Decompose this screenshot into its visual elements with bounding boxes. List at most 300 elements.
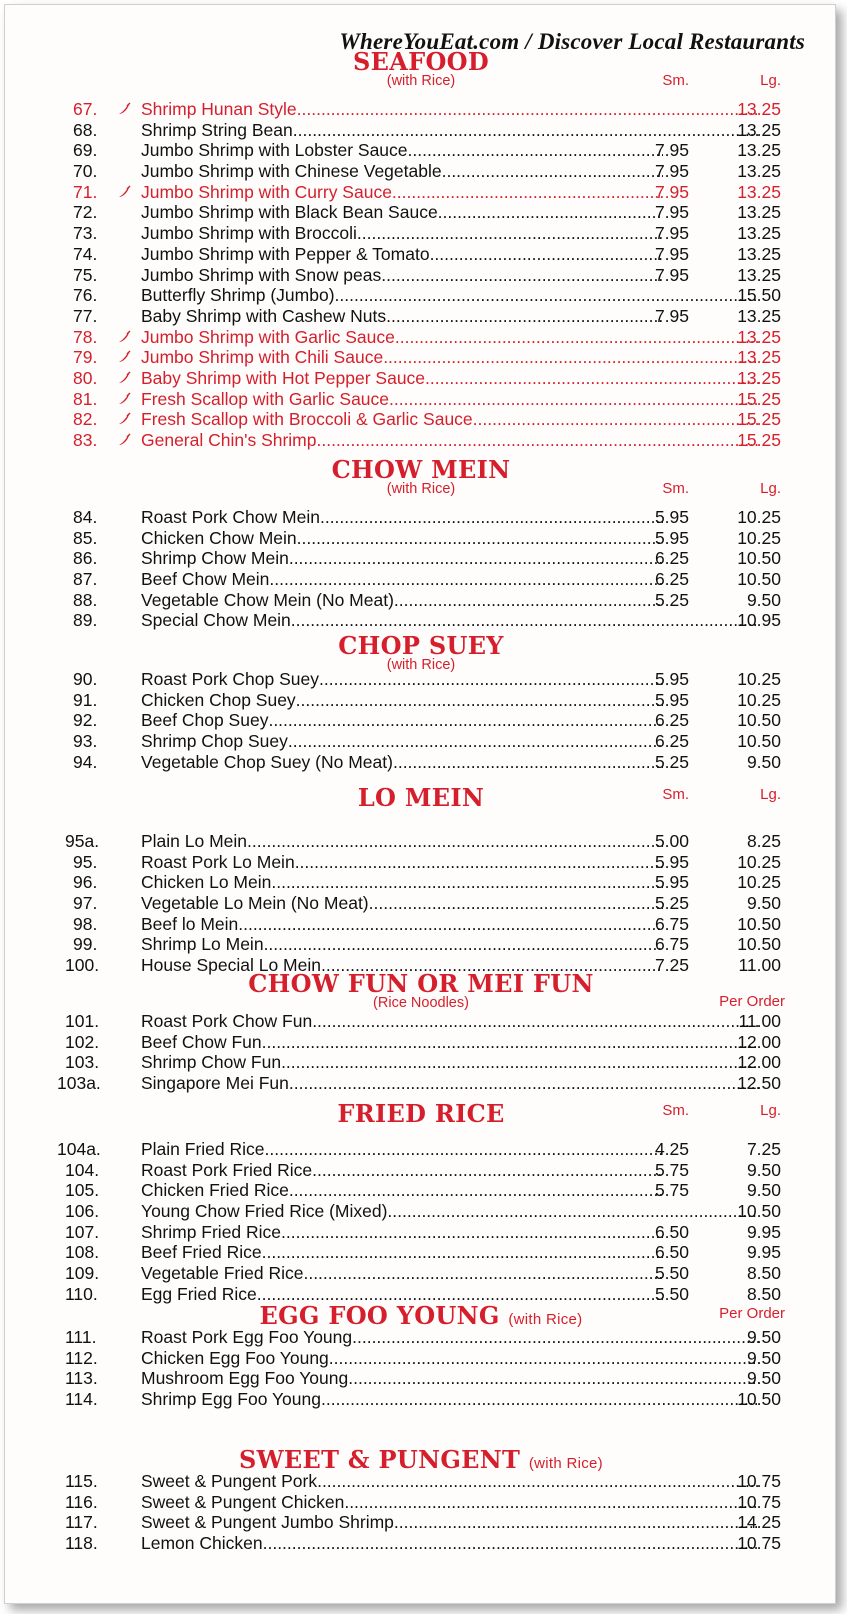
price: 9.50 (746, 1327, 781, 1347)
item-name: Jumbo Shrimp with Pepper & Tomato (141, 243, 430, 264)
menu-item (5, 99, 836, 120)
column-header-small: Sm. (662, 786, 689, 803)
item-number: 95. (73, 851, 98, 872)
menu-item (5, 831, 836, 852)
menu-item (5, 934, 836, 955)
dot-leader (271, 872, 663, 893)
item-number: 113. (65, 1368, 98, 1389)
price-small: 5.95 (654, 872, 689, 893)
price-small: 6.25 (654, 731, 689, 752)
price: 9.50 (746, 1347, 781, 1368)
section-title-text: SWEET & PUNGENT (239, 1445, 521, 1474)
item-number: 86. (73, 548, 98, 569)
item-number: 89. (73, 610, 98, 631)
menu-item (5, 285, 836, 306)
price-large: 10.50 (737, 934, 781, 955)
section-subtitle: (Rice Noodles) (373, 995, 469, 1011)
dot-leader (265, 1139, 663, 1160)
menu-item (5, 306, 836, 327)
dot-leader (381, 265, 663, 286)
item-name-leader (141, 1032, 759, 1053)
menu-item (5, 507, 836, 528)
price-large: 10.50 (737, 731, 781, 752)
item-name: Shrimp Chow Fun (141, 1052, 282, 1073)
menu-item (5, 852, 836, 873)
menu-item (5, 893, 836, 914)
item-number: 109. (65, 1263, 100, 1284)
menu-item (5, 1512, 836, 1533)
section-subtitle: (with Rice) (386, 73, 456, 89)
item-name: Jumbo Shrimp with Chinese Vegetable (141, 161, 442, 182)
item-name: Beef Fried Rice (141, 1242, 262, 1263)
item-name: Shrimp Hunan Style (141, 99, 297, 119)
section-title (5, 49, 836, 75)
dot-leader (247, 831, 663, 852)
hot-pepper-icon (117, 350, 131, 364)
menu-item (5, 1180, 836, 1201)
price-large: 10.50 (737, 913, 781, 934)
menu-item (5, 1327, 836, 1348)
item-number: 94. (73, 751, 98, 772)
price: 15.25 (737, 430, 781, 450)
item-number: 96. (73, 872, 98, 893)
item-number: 81. (73, 388, 98, 409)
item-name-leader (141, 430, 759, 451)
item-name-leader (141, 389, 759, 410)
price-small: 6.50 (654, 1242, 689, 1263)
dot-leader (293, 120, 759, 141)
item-number: 84. (73, 507, 98, 527)
item-name-leader (141, 223, 663, 244)
item-name-leader (141, 934, 663, 955)
item-name: House Special Lo Mein (141, 955, 321, 976)
price: 10.50 (737, 1389, 781, 1410)
menu-item (5, 120, 836, 141)
item-number: 77. (73, 305, 98, 326)
item-number: 117. (65, 1512, 98, 1533)
dot-leader (369, 893, 663, 914)
price-large: 11.00 (738, 955, 781, 976)
item-name: Singapore Mei Fun (141, 1073, 289, 1094)
item-name: Plain Lo Mein (141, 831, 248, 851)
item-number: 104. (65, 1159, 100, 1180)
menu-item (5, 1348, 836, 1369)
item-name: Shrimp Lo Mein (141, 934, 264, 955)
item-number: 68. (73, 119, 98, 140)
item-name: Beef Chop Suey (141, 710, 269, 731)
item-name: Fresh Scallop with Broccoli & Garlic Sauce (141, 409, 473, 430)
item-name: Shrimp String Bean (141, 119, 293, 140)
price: 12.00 (737, 1052, 781, 1073)
dot-leader (289, 1180, 663, 1201)
item-name-leader (141, 306, 663, 327)
price-small: 7.95 (654, 243, 689, 264)
item-name: Jumbo Shrimp with Snow peas (141, 264, 382, 285)
price: 10.95 (737, 610, 781, 631)
item-name-leader (141, 548, 663, 569)
item-name: Egg Fried Rice (141, 1283, 257, 1304)
dot-leader (297, 99, 759, 120)
item-number: 107. (65, 1221, 100, 1242)
column-header-small: Sm. (662, 480, 689, 497)
price: 15.25 (737, 409, 781, 430)
menu-item (5, 752, 836, 773)
item-number: 80. (73, 367, 98, 388)
menu-item (5, 1032, 836, 1053)
item-number: 93. (73, 731, 98, 752)
menu-item (5, 1222, 836, 1243)
price-small: 7.25 (654, 955, 689, 976)
item-name: General Chin's Shrimp (141, 430, 317, 450)
item-number: 75. (73, 264, 98, 285)
item-number: 79. (73, 347, 98, 368)
dot-leader (394, 1512, 759, 1533)
menu-item (5, 1201, 836, 1222)
item-name-leader (141, 1471, 759, 1492)
item-name-leader (141, 590, 663, 611)
dot-leader (312, 1011, 759, 1032)
menu-item (5, 690, 836, 711)
column-header-small: Sm. (662, 1102, 689, 1119)
item-number: 100. (65, 955, 100, 976)
item-name-leader (141, 140, 663, 161)
menu-item (5, 202, 836, 223)
item-name-leader (141, 1073, 759, 1094)
menu-item (5, 548, 836, 569)
dot-leader (383, 347, 759, 368)
item-name-leader (141, 1052, 759, 1073)
menu-item (5, 1139, 836, 1160)
dot-leader (335, 285, 759, 306)
price-small: 5.95 (654, 669, 689, 689)
dot-leader (317, 430, 760, 451)
price-large: 9.50 (746, 751, 781, 772)
menu-item (5, 1011, 836, 1032)
section-chop-suey (5, 633, 836, 772)
item-name: Chicken Fried Rice (141, 1180, 289, 1201)
item-number: 111. (65, 1327, 97, 1347)
price-large: 10.25 (737, 851, 781, 872)
menu-item (5, 1471, 836, 1492)
price: 10.50 (737, 1201, 781, 1222)
price-small: 5.25 (654, 589, 689, 610)
section-header (5, 1101, 836, 1139)
dot-leader (348, 1368, 759, 1389)
menu-item (5, 140, 836, 161)
item-name: Young Chow Fried Rice (Mixed) (141, 1201, 388, 1222)
item-name: Beef Chow Fun (141, 1031, 262, 1052)
section-chow-fun-or-mei-fun (5, 971, 836, 1094)
dot-leader (387, 1201, 759, 1222)
menu-item (5, 389, 836, 410)
item-number: 67. (73, 99, 98, 119)
section-fried-rice (5, 1101, 836, 1305)
menu-item (5, 265, 836, 286)
menu-item (5, 569, 836, 590)
dot-leader (295, 852, 663, 873)
section-sweet-pungent (5, 1447, 836, 1554)
item-name: Jumbo Shrimp with Lobster Sauce (141, 140, 408, 161)
item-number: 76. (73, 285, 98, 306)
item-name: Roast Pork Chow Fun (141, 1011, 313, 1031)
menu-item (5, 914, 836, 935)
item-name-leader (141, 914, 663, 935)
item-name: Sweet & Pungent Pork (141, 1471, 318, 1491)
price-small: 5.25 (654, 751, 689, 772)
price-small: 7.95 (654, 161, 689, 182)
section-subtitle: (with Rice) (386, 657, 456, 673)
dot-leader (312, 1160, 663, 1181)
item-name: Roast Pork Chop Suey (141, 669, 320, 689)
dot-leader (389, 389, 759, 410)
dot-leader (291, 610, 759, 631)
price-small: 5.50 (654, 1283, 689, 1304)
hot-pepper-icon (117, 102, 131, 116)
item-number: 71. (73, 181, 98, 202)
price-large: 9.50 (746, 893, 781, 914)
dot-leader (297, 528, 663, 549)
dot-leader (321, 1389, 759, 1410)
item-number: 112. (65, 1347, 98, 1368)
section-header (5, 49, 836, 99)
item-name: Butterfly Shrimp (Jumbo) (141, 285, 335, 306)
item-name-leader (141, 893, 663, 914)
item-number: 101. (65, 1011, 100, 1031)
price-large: 9.95 (746, 1242, 781, 1263)
price: 13.25 (737, 326, 781, 347)
dot-leader (268, 710, 663, 731)
price-large: 10.25 (737, 689, 781, 710)
item-name: Roast Pork Fried Rice (141, 1159, 313, 1180)
dot-leader (386, 306, 663, 327)
section-title (5, 457, 836, 483)
price-large: 10.25 (737, 669, 781, 689)
price: 13.25 (737, 99, 781, 119)
item-number: 108. (65, 1242, 100, 1263)
item-name-leader (141, 368, 759, 389)
price-large: 10.50 (737, 710, 781, 731)
dot-leader (473, 409, 759, 430)
price-small: 7.95 (654, 223, 689, 244)
item-name-leader (141, 1533, 759, 1554)
column-header-large: Lg. (760, 480, 781, 497)
price-small: 5.75 (654, 1159, 689, 1180)
section-title-text: CHOW FUN OR MEI FUN (248, 969, 594, 998)
item-name-leader (141, 1512, 759, 1533)
section-header (5, 1301, 836, 1330)
item-name-leader (141, 610, 759, 631)
item-name-leader (141, 1139, 663, 1160)
price-large: 8.25 (746, 831, 781, 851)
item-name: Roast Pork Egg Foo Young (141, 1327, 353, 1347)
item-name: Sweet & Pungent Jumbo Shrimp (141, 1512, 394, 1533)
item-name: Vegetable Fried Rice (141, 1263, 304, 1284)
price: 10.75 (737, 1471, 781, 1491)
item-name-leader (141, 1368, 759, 1389)
item-name: Beef lo Mein (141, 913, 239, 934)
item-number: 115. (65, 1471, 98, 1491)
dot-leader (357, 223, 663, 244)
item-number: 82. (73, 409, 98, 430)
menu-item (5, 368, 836, 389)
dot-leader (394, 590, 663, 611)
dot-leader (296, 690, 663, 711)
hot-pepper-icon (117, 185, 131, 199)
price: 12.00 (737, 1031, 781, 1052)
item-name-leader (141, 161, 663, 182)
dot-leader (263, 1533, 759, 1554)
price-small: 5.25 (654, 893, 689, 914)
item-name: Jumbo Shrimp with Black Bean Sauce (141, 202, 438, 223)
item-number: 73. (73, 223, 98, 244)
price-large: 13.25 (737, 161, 781, 182)
item-name-leader (141, 528, 663, 549)
item-name-leader (141, 507, 663, 528)
hot-pepper-icon (117, 371, 131, 385)
item-name: Jumbo Shrimp with Broccoli (141, 223, 357, 244)
item-name-leader (141, 347, 759, 368)
site-watermark: WhereYouEat.com / Discover Local Restaurants (339, 29, 805, 54)
section-note: (with Rice) (508, 1311, 583, 1328)
column-header-large: Lg. (760, 786, 781, 803)
price-large: 13.25 (737, 140, 781, 161)
price: 15.25 (737, 388, 781, 409)
menu-item (5, 1368, 836, 1389)
price-small: 6.75 (654, 934, 689, 955)
item-name-leader (141, 327, 759, 348)
price-large: 9.50 (746, 589, 781, 610)
menu-item (5, 1389, 836, 1410)
dot-leader (320, 507, 663, 528)
price: 15.50 (737, 285, 781, 306)
price: 13.25 (737, 347, 781, 368)
hot-pepper-icon (117, 433, 131, 447)
hot-pepper-icon (117, 412, 131, 426)
item-name-leader (141, 852, 663, 873)
price: 14.25 (737, 1512, 781, 1533)
section-title-text: CHOW MEIN (331, 455, 511, 484)
price-large: 9.50 (746, 1180, 781, 1201)
price-large: 8.50 (746, 1263, 781, 1284)
section-title (5, 971, 836, 997)
price-large: 10.25 (737, 507, 781, 527)
item-name: Vegetable Chop Suey (No Meat) (141, 751, 393, 772)
item-name-leader (141, 731, 663, 752)
item-name-leader (141, 1222, 663, 1243)
price: 9.50 (746, 1368, 781, 1389)
menu-item (5, 731, 836, 752)
item-name-leader (141, 182, 663, 203)
item-name: Chicken Egg Foo Young (141, 1347, 329, 1368)
item-name: Chicken Lo Mein (141, 872, 272, 893)
section-lo-mein (5, 785, 836, 976)
dot-leader (238, 914, 663, 935)
item-number: 99. (73, 934, 98, 955)
item-name-leader (141, 1180, 663, 1201)
menu-item (5, 1492, 836, 1513)
price-small: 7.95 (654, 202, 689, 223)
section-egg-foo-young (5, 1303, 836, 1410)
price-small: 5.95 (654, 507, 689, 527)
menu-item (5, 1263, 836, 1284)
dot-leader (288, 731, 663, 752)
price: 12.50 (737, 1073, 781, 1094)
item-name: Jumbo Shrimp with Curry Sauce (141, 181, 392, 202)
menu-item (5, 327, 836, 348)
item-name: Shrimp Egg Foo Young (141, 1389, 321, 1410)
item-name-leader (141, 1389, 759, 1410)
price: 13.25 (737, 119, 781, 140)
section-seafood (5, 49, 836, 451)
section-header (5, 631, 836, 673)
price-large: 9.50 (746, 1159, 781, 1180)
menu-item (5, 430, 836, 451)
price-small: 6.50 (654, 1221, 689, 1242)
item-number: 114. (65, 1389, 98, 1410)
item-number: 98. (73, 913, 98, 934)
dot-leader (393, 752, 663, 773)
dot-leader (430, 244, 663, 265)
column-header-per-order: Per Order (719, 993, 785, 1010)
item-name-leader (141, 1492, 759, 1513)
menu-item (5, 182, 836, 203)
item-name: Fresh Scallop with Garlic Sauce (141, 388, 390, 409)
item-name-leader (141, 872, 663, 893)
item-number: 118. (65, 1533, 98, 1554)
item-name-leader (141, 409, 759, 430)
item-number: 85. (73, 527, 98, 548)
price-small: 5.50 (654, 1263, 689, 1284)
price-large: 10.25 (737, 872, 781, 893)
price: 11.00 (738, 1011, 781, 1031)
item-number: 83. (73, 430, 98, 450)
item-name: Chicken Chow Mein (141, 527, 297, 548)
section-title (5, 1101, 836, 1127)
menu-item (5, 590, 836, 611)
item-name: Baby Shrimp with Cashew Nuts (141, 305, 387, 326)
price-small: 6.25 (654, 710, 689, 731)
item-name-leader (141, 244, 663, 265)
item-name-leader (141, 1160, 663, 1181)
section-header (5, 457, 836, 507)
dot-leader (269, 569, 663, 590)
item-number: 70. (73, 161, 98, 182)
dot-leader (262, 1242, 663, 1263)
dot-leader (329, 1348, 759, 1369)
menu-item (5, 347, 836, 368)
item-number: 74. (73, 243, 98, 264)
item-number: 88. (73, 589, 98, 610)
item-name: Vegetable Lo Mein (No Meat) (141, 893, 369, 914)
section-header (5, 971, 836, 1011)
item-name-leader (141, 285, 759, 306)
item-number: 106. (65, 1201, 100, 1222)
dot-leader (303, 1263, 663, 1284)
item-name-leader (141, 265, 663, 286)
item-name-leader (141, 202, 663, 223)
item-number: 92. (73, 710, 98, 731)
menu-item (5, 1073, 836, 1094)
item-number: 97. (73, 893, 98, 914)
item-name: Roast Pork Chow Mein (141, 507, 320, 527)
price-small: 5.95 (654, 851, 689, 872)
price-large: 7.25 (746, 1139, 781, 1159)
hot-pepper-icon (117, 330, 131, 344)
item-number: 102. (65, 1031, 100, 1052)
price-small: 5.95 (654, 689, 689, 710)
price-large: 10.25 (737, 527, 781, 548)
item-name-leader (141, 1263, 663, 1284)
